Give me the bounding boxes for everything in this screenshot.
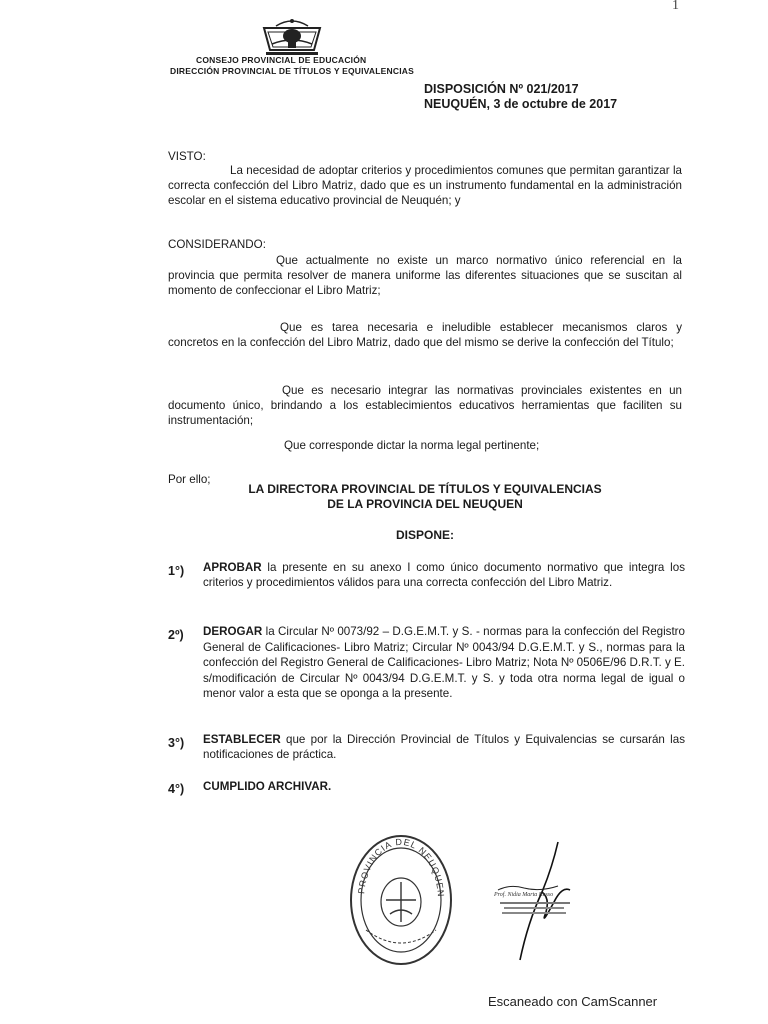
official-seal-stamp — [346, 830, 456, 970]
considerando-label: CONSIDERANDO: — [168, 238, 266, 251]
article-1-verb: APROBAR — [203, 561, 262, 574]
visto-label: VISTO: — [168, 150, 206, 163]
authority-title — [168, 482, 682, 512]
article-4-number: 4°) — [168, 782, 185, 796]
authority-line-2: DE LA PROVINCIA DEL NEUQUEN — [327, 497, 523, 511]
svg-text:PROVINCIA DEL NEUQUEN: PROVINCIA DEL NEUQUEN — [356, 836, 447, 898]
article-3-body: que por la Dirección Provincial de Títulos y Equivalencias se cursarán las notificaciones de práctica. — [203, 733, 685, 761]
article-2-number: 2º) — [168, 628, 184, 642]
considerando-paragraph-3: Que es necesario integrar las normativas provinciales existentes en un documento único, brindando a los establecimientos educativos herramientas que faciliten su instrumentación; — [168, 384, 682, 427]
article-2-verb: DEROGAR — [203, 625, 263, 638]
coat-of-arms-logo — [258, 14, 326, 58]
article-1-body: la presente en su anexo I como único documento normativo que integra los criterios y procedimientos válidos para una correcta confección del Libro Matriz. — [203, 561, 685, 589]
svg-text:Prof. Nidia Marta Russo: Prof. Nidia Marta Russo — [494, 892, 554, 898]
article-4-verb: CUMPLIDO ARCHIVAR. — [203, 780, 332, 793]
considerando-paragraph-1: Que actualmente no existe un marco normativo único referencial en la provincia que permita resolver de manera uniforme las diferentes situaciones que se suscitan al momento de confeccionar el Libro Matriz; — [168, 254, 682, 297]
article-2-text — [203, 624, 685, 702]
disposition-number: DISPOSICIÓN Nº 021/2017 — [424, 82, 579, 96]
article-3-number: 3°) — [168, 736, 185, 750]
considerando-paragraph-4: Que corresponde dictar la norma legal pertinente; — [284, 439, 540, 452]
article-1-number: 1°) — [168, 564, 185, 578]
article-2-body: la Circular Nº 0073/92 – D.G.E.M.T. y S. - normas para la confección del Registro General de Calificaciones- Libro Matriz; Circular Nº 0043/94 D.G.E.M.T. y S., normas para la confección del Registro General de Calificaciones- Libro Matriz; Nota Nº 0506E/96 D.R.T. y E. s/modificación de Circular Nº 0043/94 D.G.E.M.T. y S. y toda otra norma legal de igual o menor valor a esta que se oponga a la presente. — [203, 625, 685, 701]
disposition-place-date: NEUQUÉN, 3 de octubre de 2017 — [424, 97, 618, 111]
scanner-watermark: Escaneado con CamScanner — [488, 994, 658, 1009]
por-ello: Por ello; — [168, 473, 211, 486]
org-name-line-2: DIRECCIÓN PROVINCIAL DE TÍTULOS Y EQUIVALENCIAS — [170, 66, 414, 76]
considerando-paragraph-2: Que es tarea necesaria e ineludible establecer mecanismos claros y concretos en la confección del Libro Matriz, dado que del mismo se derive la confección del Título; — [168, 321, 682, 349]
article-4-text — [203, 779, 685, 794]
dispone-heading: DISPONE: — [395, 528, 454, 542]
article-1-text — [203, 560, 685, 590]
article-3-verb: ESTABLECER — [203, 733, 281, 746]
organization-header — [170, 55, 414, 77]
disposition-heading — [424, 82, 617, 112]
page-number: 1 — [672, 0, 679, 13]
signature — [480, 832, 610, 962]
org-name-line-1: CONSEJO PROVINCIAL DE EDUCACIÓN — [196, 55, 367, 65]
article-3-text — [203, 732, 685, 762]
authority-line-1: LA DIRECTORA PROVINCIAL DE TÍTULOS Y EQUIVALENCIAS — [248, 482, 602, 496]
visto-text: La necesidad de adoptar criterios y procedimientos comunes que permitan garantizar la correcta confección del Libro Matriz, dado que es un instrumento fundamental en la administración escolar en el sistema educativo provincial de Neuquén; y — [168, 164, 682, 207]
